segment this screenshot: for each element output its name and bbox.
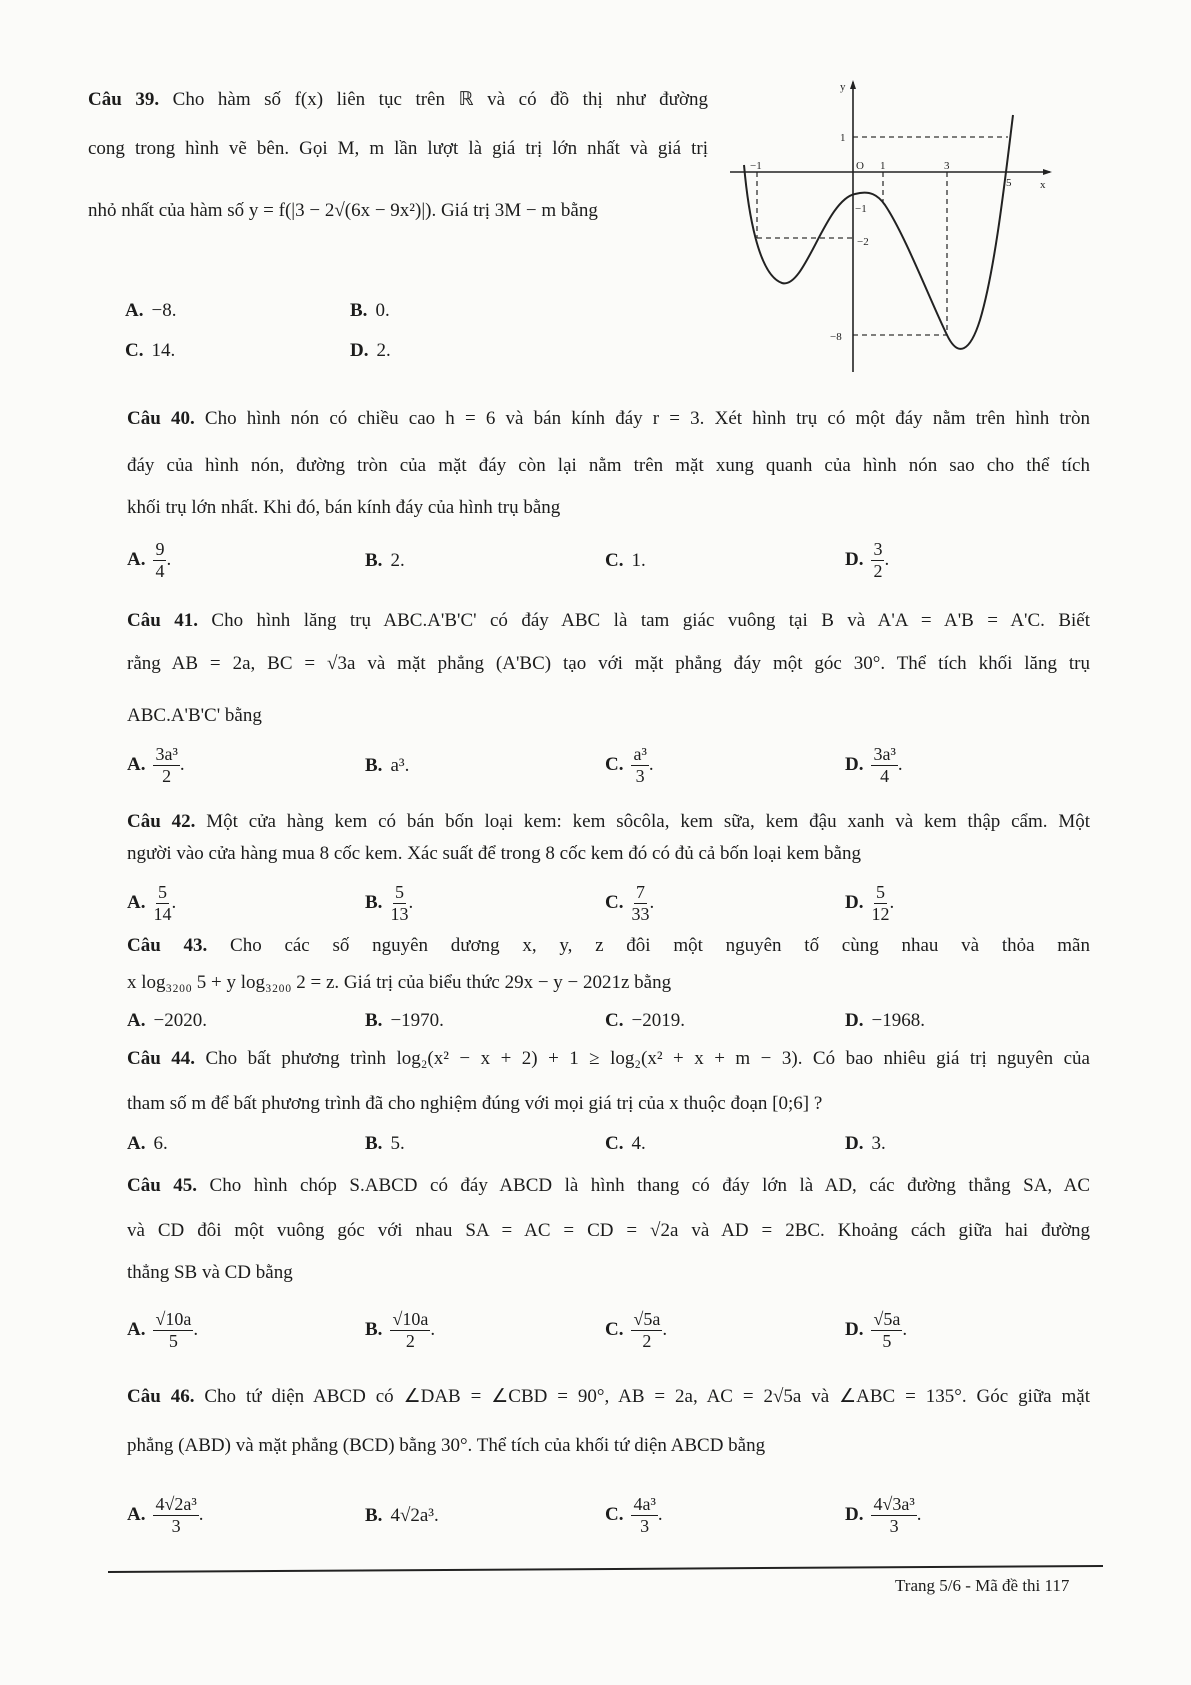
option-value: 1. (631, 550, 646, 571)
question-number: Câu 42. (127, 811, 196, 832)
option-key: A. (127, 549, 146, 571)
question-text: thẳng SB và CD bằng (127, 1262, 293, 1283)
option-key: D. (845, 1319, 864, 1341)
question-text: Cho tứ diện ABCD có ∠DAB = ∠CBD = 90°, AB = 2a, AC = 2√5a và ∠ABC = 135°. Góc giữa mặt (204, 1386, 1090, 1407)
function-graph (730, 75, 1075, 380)
denominator: 13 (390, 903, 409, 924)
option-key: A. (127, 1010, 146, 1031)
question-number: Câu 41. (127, 610, 198, 631)
fraction (631, 1495, 657, 1536)
fraction (153, 1310, 193, 1351)
option-key: B. (365, 1319, 383, 1341)
label-ym1: −1 (855, 203, 867, 215)
label-y: y (840, 81, 846, 93)
fraction (871, 745, 897, 786)
option-key: B. (350, 300, 368, 321)
question-number: Câu 44. (127, 1048, 196, 1069)
answer-option-c[interactable]: C. $\frac{7}{33}$ . (605, 882, 655, 924)
numerator: 4√3a³ (873, 1494, 915, 1514)
option-value: −2019. (631, 1010, 685, 1031)
answer-option-d[interactable] (845, 1133, 886, 1155)
question-text: cong trong hình vẽ bên. Gọi M, m lần lượt là giá trị lớn nhất và giá trị (88, 138, 708, 159)
answer-option-a[interactable]: A. $\frac{√10a}{5}$ . (127, 1309, 199, 1351)
answer-option-a[interactable]: A. $\frac{5}{14}$ . (127, 882, 177, 924)
denominator: 5 (882, 1330, 892, 1351)
question-text-line (88, 200, 598, 222)
answer-option-c[interactable] (125, 340, 175, 362)
question-text: người vào cửa hàng mua 8 cốc kem. Xác suất để trong 8 cốc kem đó có đủ cả bốn loại kem bằng (127, 843, 861, 864)
question-number: Câu 45. (127, 1175, 198, 1196)
option-value: 6. (153, 1133, 168, 1154)
option-key: A. (127, 892, 146, 914)
denominator: 2 (405, 1330, 415, 1351)
question-text: nhỏ nhất của hàm số y = f(|3 − 2√(6x − 9x²)|). Giá trị 3M − m bằng (88, 200, 598, 221)
option-key: A. (127, 1319, 146, 1341)
question-text-line (88, 88, 708, 111)
numerator: √10a (392, 1309, 429, 1329)
page-footer: Trang 5/6 - Mã đề thi 117 (895, 1576, 1070, 1595)
question-number: Câu 46. (127, 1386, 195, 1407)
denominator: 4 (155, 560, 165, 581)
question-text: Cho hình nón có chiều cao h = 6 và bán kính đáy r = 3. Xét hình trụ có một đáy nằm trên hình tròn (204, 408, 1091, 429)
option-key: C. (605, 1504, 624, 1526)
option-value: 3. (871, 1133, 886, 1154)
question-text-line (127, 610, 1090, 632)
numerator: 4√2a³ (155, 1494, 197, 1514)
answer-option-b[interactable] (365, 1010, 444, 1032)
answer-option-a[interactable] (127, 1133, 168, 1155)
option-key: C. (605, 1319, 624, 1341)
option-value: −1970. (390, 1010, 444, 1031)
x-axis-arrow-icon (1043, 169, 1052, 175)
option-key: C. (605, 550, 624, 571)
fraction (153, 540, 166, 581)
answer-option-c[interactable]: C. $\frac{\text{4a³}}{3}$ . (605, 1494, 663, 1536)
answer-option-d[interactable] (350, 340, 391, 362)
option-value: −2020. (153, 1010, 207, 1031)
question-text-line (127, 1435, 765, 1457)
denominator: 3 (640, 1515, 650, 1536)
numerator: a³ (633, 744, 647, 764)
option-key: C. (605, 1133, 624, 1154)
fraction (871, 1495, 916, 1536)
question-number: Câu 39. (88, 89, 160, 110)
label-y1: 1 (840, 132, 846, 144)
question-text: ABC.A'B'C' bằng (127, 705, 262, 726)
answer-option-a[interactable]: A. $\frac{\text{4√2a³}}{3}$ . (127, 1494, 204, 1536)
numerator: 3a³ (155, 744, 178, 764)
option-value: 2. (390, 550, 405, 571)
question-text: Cho hàm số f(x) liên tục trên ℝ và có đồ thị như đường (172, 89, 708, 110)
answer-option-b[interactable] (365, 1133, 405, 1155)
label-xl: −1 (750, 160, 762, 172)
fraction (631, 1310, 662, 1351)
option-key: D. (845, 1010, 864, 1031)
option-key: D. (845, 892, 864, 914)
numerator: 7 (635, 882, 645, 902)
answer-option-b[interactable] (365, 1505, 439, 1527)
option-key: A. (125, 300, 144, 321)
answer-option-a[interactable]: A. $\frac{9}{4}$ . (127, 539, 172, 581)
option-key: C. (605, 1010, 624, 1031)
question-text: khối trụ lớn nhất. Khi đó, bán kính đáy của hình trụ bằng (127, 497, 561, 518)
denominator: 3 (171, 1515, 181, 1536)
question-text-line (127, 455, 1090, 477)
answer-option-a[interactable] (125, 300, 176, 322)
question-text-line (127, 1048, 1090, 1070)
numerator: √10a (155, 1309, 192, 1329)
question-text-line (127, 497, 560, 519)
label-ym8: −8 (830, 331, 842, 343)
option-key: B. (365, 1505, 383, 1526)
answer-option-d[interactable]: D. $\frac{3}{2}$ . (845, 539, 890, 581)
answer-option-a[interactable] (127, 1010, 207, 1032)
denominator: 3 (889, 1515, 899, 1536)
question-text-line (127, 843, 861, 865)
question-number: Câu 40. (127, 408, 195, 429)
answer-option-b[interactable] (365, 755, 409, 777)
question-text: rằng AB = 2a, BC = √3a và mặt phẳng (A'BC) tạo với mặt phẳng đáy một góc 30°. Thể tích khối lăng trụ (127, 653, 1090, 674)
label-x5: 5 (1006, 177, 1012, 189)
option-key: D. (845, 754, 864, 776)
question-text: Một cửa hàng kem có bán bốn loại kem: kem sôcôla, kem sữa, kem đậu xanh và kem thập cẩm. Một (206, 811, 1091, 832)
question-number: Câu 43. (127, 935, 208, 956)
option-value: 14. (151, 340, 176, 361)
denominator: 4 (880, 765, 890, 786)
question-text-line (127, 1220, 1090, 1242)
answer-option-d[interactable]: D. $\frac{\text{4√3a³}}{3}$ . (845, 1494, 922, 1536)
numerator: 4a³ (633, 1494, 656, 1514)
question-text-line (127, 1385, 1090, 1408)
numerator: 5 (157, 882, 167, 902)
numerator: 3 (873, 539, 883, 559)
fraction (631, 745, 648, 786)
option-value: 4. (631, 1133, 646, 1154)
numerator: √5a (873, 1309, 901, 1329)
option-key: C. (605, 754, 624, 776)
numerator: 5 (875, 882, 885, 902)
label-origin: O (856, 160, 864, 172)
label-x3: 3 (944, 160, 950, 172)
numerator: 5 (394, 882, 404, 902)
option-key: B. (365, 755, 383, 776)
option-key: B. (365, 550, 383, 571)
fraction (153, 745, 179, 786)
option-value: −1968. (871, 1010, 925, 1031)
numerator: √5a (633, 1309, 661, 1329)
option-key: A. (127, 754, 146, 776)
option-value: 0. (375, 300, 390, 321)
question-text: Cho bất phương trình log₂(x² − x + 2) + 1 ≥ log₂(x² + x + m − 3). Có bao nhiêu giá trị nguyên của (205, 1048, 1090, 1069)
fraction (871, 1310, 902, 1351)
denominator: 14 (153, 903, 172, 924)
option-key: D. (845, 1504, 864, 1526)
y-axis-arrow-icon (850, 80, 856, 89)
answer-option-c[interactable]: C. $\frac{\text{a³}}{3}$ . (605, 744, 654, 786)
answer-option-d[interactable] (845, 1010, 925, 1032)
option-key: B. (365, 1133, 383, 1154)
question-text-line (127, 1175, 1090, 1197)
question-text-line (127, 1093, 822, 1115)
answer-option-d[interactable]: D. $\frac{5}{12}$ . (845, 882, 895, 924)
question-text: Cho các số nguyên dương x, y, z đôi một nguyên tố cùng nhau và thỏa mãn (230, 935, 1090, 956)
fraction (153, 1495, 198, 1536)
answer-option-c[interactable] (605, 1133, 646, 1155)
option-key: B. (365, 892, 383, 914)
fraction (631, 883, 649, 924)
footer-divider (108, 1565, 1103, 1573)
option-key: B. (365, 1010, 383, 1031)
question-text-line (88, 138, 708, 160)
fraction (871, 883, 889, 924)
option-key: D. (350, 340, 369, 361)
denominator: 12 (871, 903, 890, 924)
fraction (871, 540, 884, 581)
question-text-line (127, 705, 262, 727)
option-value: 5. (390, 1133, 405, 1154)
answer-option-a[interactable]: A. $\frac{\text{3a³}}{2}$ . (127, 744, 185, 786)
question-text-line (127, 653, 1090, 675)
denominator: 5 (168, 1330, 178, 1351)
question-text: và CD đôi một vuông góc với nhau SA = AC = CD = √2a và AD = 2BC. Khoảng cách giữa hai đường (127, 1220, 1090, 1241)
answer-option-c[interactable] (605, 1010, 685, 1032)
question-text-line (127, 408, 1090, 430)
option-key: A. (127, 1133, 146, 1154)
question-text: tham số m để bất phương trình đã cho nghiệm đúng với mọi giá trị của x thuộc đoạn [0;6] ? (127, 1093, 823, 1114)
option-key: C. (605, 892, 624, 914)
fraction (390, 1310, 430, 1351)
numerator: 3a³ (873, 744, 896, 764)
answer-option-c[interactable]: C. $\frac{√5a}{2}$ . (605, 1309, 668, 1351)
option-value: a³. (390, 755, 410, 776)
denominator: 3 (635, 765, 645, 786)
option-value: 2. (376, 340, 391, 361)
question-text: Cho hình chóp S.ABCD có đáy ABCD là hình thang có đáy lớn là AD, các đường thẳng SA, AC (209, 1175, 1091, 1196)
answer-option-b[interactable] (365, 550, 405, 572)
label-ym2: −2 (857, 236, 869, 248)
question-text: Cho hình lăng trụ ABC.A'B'C' có đáy ABC là tam giác vuông tại B và A'A = A'B = A'C. Biết (211, 610, 1090, 631)
question-text: x log₃₂₀₀ 5 + y log₃₂₀₀ 2 = z. Giá trị của biểu thức 29x − y − 2021z bằng (127, 972, 672, 993)
option-key: A. (127, 1504, 146, 1526)
answer-option-b[interactable]: B. $\frac{5}{13}$ . (365, 882, 414, 924)
label-x1: 1 (880, 160, 886, 172)
question-text-line (127, 935, 1090, 957)
label-x: x (1040, 179, 1046, 191)
option-value: −8. (151, 300, 177, 321)
answer-option-d[interactable]: D. $\frac{√5a}{5}$ . (845, 1309, 908, 1351)
answer-option-d[interactable]: D. $\frac{\text{3a³}}{4}$ . (845, 744, 903, 786)
answer-option-b[interactable] (350, 300, 390, 322)
denominator: 2 (873, 560, 883, 581)
option-key: D. (845, 1133, 864, 1154)
option-value: 4√2a³. (390, 1505, 439, 1526)
denominator: 2 (642, 1330, 652, 1351)
fraction (390, 883, 408, 924)
option-key: D. (845, 549, 864, 571)
question-text-line (127, 1262, 293, 1284)
answer-option-c[interactable] (605, 550, 646, 572)
fraction (153, 883, 171, 924)
option-key: C. (125, 340, 144, 361)
question-text: phẳng (ABD) và mặt phẳng (BCD) bằng 30°. Thể tích của khối tứ diện ABCD bằng (127, 1435, 766, 1456)
question-text: đáy của hình nón, đường tròn của mặt đáy còn lại nằm trên mặt xung quanh của hình nón sao cho thể tích (127, 455, 1090, 476)
question-text-line (127, 972, 671, 994)
function-curve (744, 115, 1013, 349)
numerator: 9 (155, 539, 165, 559)
answer-option-b[interactable]: B. $\frac{√10a}{2}$ . (365, 1309, 436, 1351)
denominator: 33 (631, 903, 650, 924)
denominator: 2 (162, 765, 172, 786)
question-text-line (127, 811, 1090, 833)
